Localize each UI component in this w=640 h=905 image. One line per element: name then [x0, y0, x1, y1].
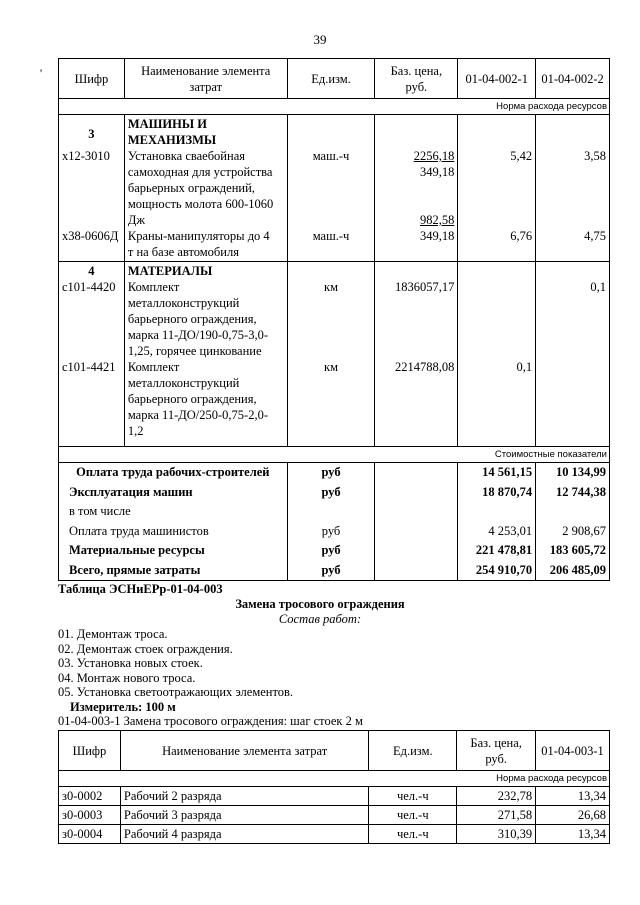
norm-label: Норма расхода ресурсов	[59, 771, 610, 787]
row-name-line: Комплект	[127, 280, 180, 294]
row-value: 26,68	[536, 806, 610, 825]
row-name-line: Краны-манипуляторы до 4	[127, 229, 270, 243]
row-price: 232,78	[457, 787, 536, 806]
section-units	[287, 262, 375, 447]
summary-unit: руб	[287, 522, 375, 542]
section-values-2	[536, 115, 610, 262]
row-unit: км	[324, 280, 338, 294]
row-price-2: 349,18	[419, 165, 455, 179]
row-name-line: марка 11-ДО/190-0,75-3,0-	[127, 328, 269, 342]
section-prices	[375, 262, 458, 447]
summary-unit: руб	[287, 483, 375, 503]
header-col-2: 01-04-002-2	[536, 59, 610, 99]
header-code: Шифр	[59, 59, 125, 99]
header-price: Баз. цена, руб.	[375, 59, 458, 99]
row-code: з0-0003	[59, 806, 121, 825]
header-col-1: 01-04-002-1	[458, 59, 536, 99]
summary-value: 221 478,81	[458, 541, 536, 561]
work-item: 05. Установка светоотражающих элементов.	[58, 685, 294, 699]
summary-value: 10 134,99	[536, 463, 610, 483]
row-name: Рабочий 2 разряда	[120, 787, 368, 806]
row-code: з0-0004	[59, 825, 121, 844]
row-name-line: Дж	[127, 213, 146, 227]
summary-empty	[375, 561, 458, 581]
row-name-line: самоходная для устройства	[127, 165, 273, 179]
header-col-1: 01-04-003-1	[536, 731, 610, 771]
row-name	[128, 279, 284, 359]
row-name-line: 1,2	[127, 424, 144, 438]
section-title-line: МАШИНЫ И	[127, 117, 207, 131]
row-name-line: т на базе автомобиля	[127, 245, 239, 259]
section-title-line: МЕХАНИЗМЫ	[127, 133, 217, 147]
summary-label: Оплата труда рабочих-строителей	[59, 463, 288, 483]
row-name	[128, 228, 284, 260]
row-name-line: Установка сваебойная	[127, 149, 245, 163]
row-name-line: металлоконструкций	[127, 296, 240, 310]
section-number: 3	[88, 127, 95, 141]
row-unit: маш.-ч	[312, 149, 350, 163]
section-prices	[375, 115, 458, 262]
header-name: Наименование элемента затрат	[120, 731, 368, 771]
section-values-1	[458, 262, 536, 447]
row-name: Рабочий 4 разряда	[120, 825, 368, 844]
row-unit: км	[324, 360, 338, 374]
row-name-line: барьерного ограждения,	[127, 392, 257, 406]
row-code: х12-3010	[62, 149, 110, 163]
summary-value: 18 870,74	[458, 483, 536, 503]
summary-empty	[375, 541, 458, 561]
row-name-line: марка 11-ДО/250-0,75-2,0-	[127, 408, 269, 422]
row-value	[461, 279, 532, 295]
summary-value: 206 485,09	[536, 561, 610, 581]
row-price: 982,58	[419, 213, 455, 227]
summary-value	[536, 502, 610, 522]
variant: 01-04-003-1 Замена тросового ограждения: шаг стоек 2 м	[58, 714, 363, 728]
summary-unit: руб	[287, 561, 375, 581]
summary-label: Эксплуатация машин	[59, 483, 288, 503]
margin-mark: '	[40, 66, 43, 80]
summary-empty	[375, 483, 458, 503]
row-price: 2214788,08	[394, 360, 455, 374]
section-title: Замена тросового ограждения	[235, 597, 405, 611]
resource-table-01-04-002	[58, 58, 610, 581]
row-value: 0,1	[590, 280, 606, 294]
work-item: 03. Установка новых стоек.	[58, 656, 203, 670]
row-price: 2256,18	[413, 149, 455, 163]
resource-table-01-04-003	[58, 730, 610, 844]
row-value: 13,34	[536, 825, 610, 844]
row-unit: чел.-ч	[369, 825, 457, 844]
section-names	[124, 262, 287, 447]
summary-value: 12 744,38	[536, 483, 610, 503]
row-name-line: барьерного ограждения,	[127, 312, 257, 326]
summary-value: 254 910,70	[458, 561, 536, 581]
summary-label: Оплата труда машинистов	[59, 522, 288, 542]
header-name: Наименование элемента затрат	[124, 59, 287, 99]
section-cell	[59, 262, 125, 447]
row-price: 1836057,17	[394, 280, 455, 294]
summary-label: Материальные ресурсы	[59, 541, 288, 561]
section-number: 4	[88, 264, 95, 278]
row-value: 6,76	[510, 229, 533, 243]
row-code: х38-0606Д	[62, 229, 119, 243]
norm-label: Норма расхода ресурсов	[59, 99, 610, 115]
summary-empty	[375, 522, 458, 542]
work-item: 01. Демонтаж троса.	[58, 627, 168, 641]
section-cell	[59, 115, 125, 262]
row-unit: чел.-ч	[369, 787, 457, 806]
row-value: 13,34	[536, 787, 610, 806]
section-values-1	[458, 115, 536, 262]
header-unit: Ед.изм.	[287, 59, 375, 99]
row-code: с101-4420	[62, 280, 116, 294]
row-name-line: барьерных ограждений,	[127, 181, 255, 195]
works-list	[58, 627, 363, 729]
row-name-line: 1,25, горячее цинкование	[127, 344, 262, 358]
row-value: 4,75	[584, 229, 606, 243]
row-unit: маш.-ч	[312, 229, 350, 243]
section-names	[124, 115, 287, 262]
section-values-2	[536, 262, 610, 447]
section-subtitle: Состав работ:	[278, 612, 362, 626]
summary-empty	[375, 463, 458, 483]
table-row	[59, 787, 610, 806]
page-number: 39	[313, 32, 327, 47]
summary-unit	[287, 502, 375, 522]
row-value: 0,1	[516, 360, 533, 374]
row-name	[128, 148, 284, 228]
row-name: Рабочий 3 разряда	[120, 806, 368, 825]
table-id: Таблица ЭСНиЕРр-01-04-003	[58, 582, 223, 596]
row-value: 3,58	[584, 149, 606, 163]
header-code: Шифр	[59, 731, 121, 771]
row-name-line: мощность молота 600-1060	[127, 197, 274, 211]
row-code: з0-0002	[59, 787, 121, 806]
row-value: 5,42	[510, 149, 533, 163]
work-item: 04. Монтаж нового троса.	[58, 670, 196, 685]
summary-value	[458, 502, 536, 522]
row-name-line: Комплект	[127, 360, 180, 374]
section-units	[287, 115, 375, 262]
work-item: 02. Демонтаж стоек ограждения.	[58, 641, 233, 656]
summary-value: 2 908,67	[536, 522, 610, 542]
header-price: Баз. цена, руб.	[457, 731, 536, 771]
header-unit: Ед.изм.	[369, 731, 457, 771]
summary-value: 4 253,01	[458, 522, 536, 542]
row-code: с101-4421	[62, 360, 116, 374]
measure: Измеритель: 100 м	[70, 699, 176, 714]
row-price: 310,39	[457, 825, 536, 844]
cost-label: Стоимостные показатели	[59, 447, 610, 463]
summary-unit: руб	[287, 541, 375, 561]
summary-label: в том числе	[59, 502, 288, 522]
row-price: 271,58	[457, 806, 536, 825]
summary-unit: руб	[287, 463, 375, 483]
row-price-2: 349,18	[419, 229, 455, 243]
summary-label: Всего, прямые затраты	[59, 561, 288, 581]
row-name-line: металлоконструкций	[127, 376, 240, 390]
summary-value: 183 605,72	[536, 541, 610, 561]
summary-empty	[375, 502, 458, 522]
row-unit: чел.-ч	[369, 806, 457, 825]
summary-value: 14 561,15	[458, 463, 536, 483]
table-row	[59, 825, 610, 844]
row-name	[128, 359, 284, 439]
table-row	[59, 806, 610, 825]
section-title	[128, 116, 284, 148]
section-title: МАТЕРИАЛЫ	[127, 264, 213, 278]
